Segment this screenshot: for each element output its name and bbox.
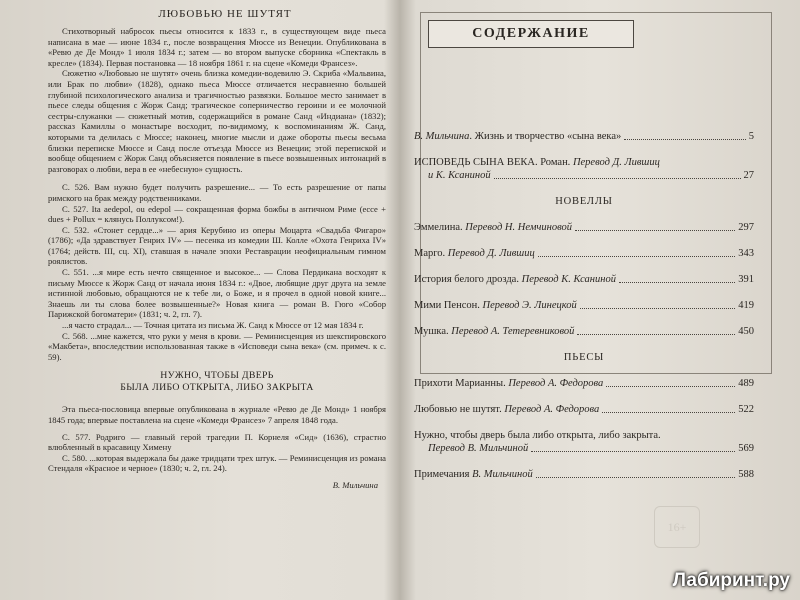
toc-entry: Нужно, чтобы дверь была либо открыта, либо закрыта. Перевод В. Мильчиной 569: [414, 430, 754, 454]
page-number: 297: [738, 222, 754, 233]
page-number: 391: [738, 274, 754, 285]
toc-entry: В. Мильчина. Жизнь и творчество «сына века» 5: [414, 131, 754, 142]
section-heading: НОВЕЛЛЫ: [555, 196, 613, 207]
toc-entry: История белого дрозда. Перевод К. Ксаниной 391: [414, 274, 754, 285]
page-number: 489: [738, 378, 754, 389]
page-number: 5: [748, 131, 754, 142]
toc-entry: Любовью не шутят. Перевод А. Федорова 522: [414, 404, 754, 415]
intro-paragraph: Стихотворный набросок пьесы относится к 1833 г., в существующем виде пьеса написана в мае — июне 1834 г., после возвращения Мюссе из Венеции. Опубликована в «Ревю де Де Монд» 1 июля 1834 г.; затем — во втором выпуске сборника «Спектакль в кресле» (1834). Первая постановка — 18 ноября 1861 г. на сцене «Комеди Франсез».: [48, 26, 386, 68]
toc-title-box: [428, 20, 634, 48]
page-number: 522: [738, 404, 754, 415]
toc-entry: Прихоти Марианны. Перевод А. Федорова 489: [414, 378, 754, 389]
commentary-note: С. 580. ...которая выдержала бы даже тридцати трех штук. — Реминисценция из романа Стендаля «Красное и черное» (1830; ч. 2, гл. 24).: [48, 452, 386, 474]
page-number: 27: [743, 170, 754, 181]
left-page: [0, 0, 398, 600]
analysis-paragraph: Сюжетно «Любовью не шутят» очень близка комедии-водевилю Э. Скриба «Мальвина, или Брак по любви» (1828), однако пьеса Мюссе отличается несравненно большей глубиной психологического анализа и трагичностью развязки. Большое место занимает в пьесе следы общения с Жорж Санд; трагическое соперничество героини и ее молочной сестры-служанки — сюжетный мотив, содержащийся в романе Санд «Индиана» (1832); рассказ Камиллы о монастыре восходит, по-видимому, к воспоминаниям Ж. Санд, которыми та делилась с Мюссе; наконец, многие мысли и даже обороты пьесы весьма близки переписке Мюссе и Санд после отъезда Мюссе из Венеции; этой перепиской и вообще общением с Жорж Санд объясняется появление в пьесе возвышенных интонаций в разговорах о любви, вера в ее «небесную» сущность.: [48, 68, 386, 174]
age-rating-badge: 16+: [654, 506, 700, 548]
page-number: 450: [738, 326, 754, 337]
commentary-note: С. 577. Родриго — главный герой трагедии П. Корнеля «Сид» (1636), страстно влюбленный в красавицу Химену: [48, 431, 386, 453]
commentary-note: ...я часто страдал... — Точная цитата из письма Ж. Санд к Мюссе от 12 мая 1834 г.: [62, 320, 364, 331]
page-number: 419: [738, 300, 754, 311]
toc-entry: Марго. Перевод Д. Лившиц 343: [414, 248, 754, 259]
page-number: 343: [738, 248, 754, 259]
play-title: НУЖНО, ЧТОБЫ ДВЕРЬ БЫЛА ЛИБО ОТКРЫТА, ЛИБО ЗАКРЫТА: [120, 370, 314, 394]
running-head: ЛЮБОВЬЮ НЕ ШУТЯТ: [158, 8, 292, 20]
toc-entry: Мушка. Перевод А. Тетеревниковой 450: [414, 326, 754, 337]
commentary-note: С. 532. «Стонет сердце...» — ария Керубино из оперы Моцарта «Свадьба Фигаро» (1786); «Да здравствует Генрих IV» — песенка из комедии Ш. Колле «Охота Генриха IV» (1764; действ. III, сц. XI), ставшая в начале эпохи Реставрации неофициальным гимном роялистов.: [48, 224, 386, 267]
section-heading: ПЬЕСЫ: [563, 352, 605, 363]
site-watermark: Лабиринт.ру: [672, 570, 790, 591]
toc-title: СОДЕРЖАНИЕ: [472, 26, 590, 41]
author-signature: В. Мильчина: [332, 479, 378, 490]
toc-entry: Примечания В. Мильчиной 588: [414, 469, 754, 480]
commentary-note: С. 568. ...мне кажется, что руки у меня в крови. — Реминисценция из шекспировского «Макбета», впоследствии использованная также в «Исповеди сына века» (см. примеч. к с. 59).: [48, 330, 386, 362]
page-number: 569: [738, 443, 754, 454]
commentary-note: С. 527. Ita aedepol, ou edepol — сокращенная форма божбы в античном Риме (ecce + dues + Pollux = клянусь Поллуксом!).: [48, 203, 386, 225]
commentary-note: С. 551. ...я мире есть нечто священное и высокое... — Слова Пердикана восходят к письму Мюссе к Жорж Санд от начала июня 1834 г.: «Двое, любящие друг друга на земле истинной любовью, обращаются не к тебе ли, о Боже, и я прочел в одной новой книге... Знаешь ли ты слова более возвышенные?» Новая книга — роман В. Гюго «Собор Парижской богоматери» (1831; ч. 2, гл. 7).: [48, 267, 386, 320]
publication-paragraph: Эта пьеса-пословица впервые опубликована в журнале «Ревю де Де Монд» 1 ноября 1845 года; впервые поставлена на сцене «Комеди Франсез» 7 апреля 1848 года.: [48, 404, 386, 425]
right-page: [402, 0, 800, 600]
commentary-note: С. 526. Вам нужно будет получить разрешение... — То есть разрешение от папы римского на брак между родственниками.: [48, 182, 386, 203]
toc-entry: Эммелина. Перевод Н. Немчиновой 297: [414, 222, 754, 233]
toc-entry: ИСПОВЕДЬ СЫНА ВЕКА. Роман. Перевод Д. Лившиц и К. Ксаниной 27: [414, 157, 754, 181]
left-page-body: [48, 26, 386, 491]
page-number: 588: [738, 469, 754, 480]
toc-entry: Мими Пенсон. Перевод Э. Линецкой 419: [414, 300, 754, 311]
table-of-contents: [414, 130, 754, 494]
